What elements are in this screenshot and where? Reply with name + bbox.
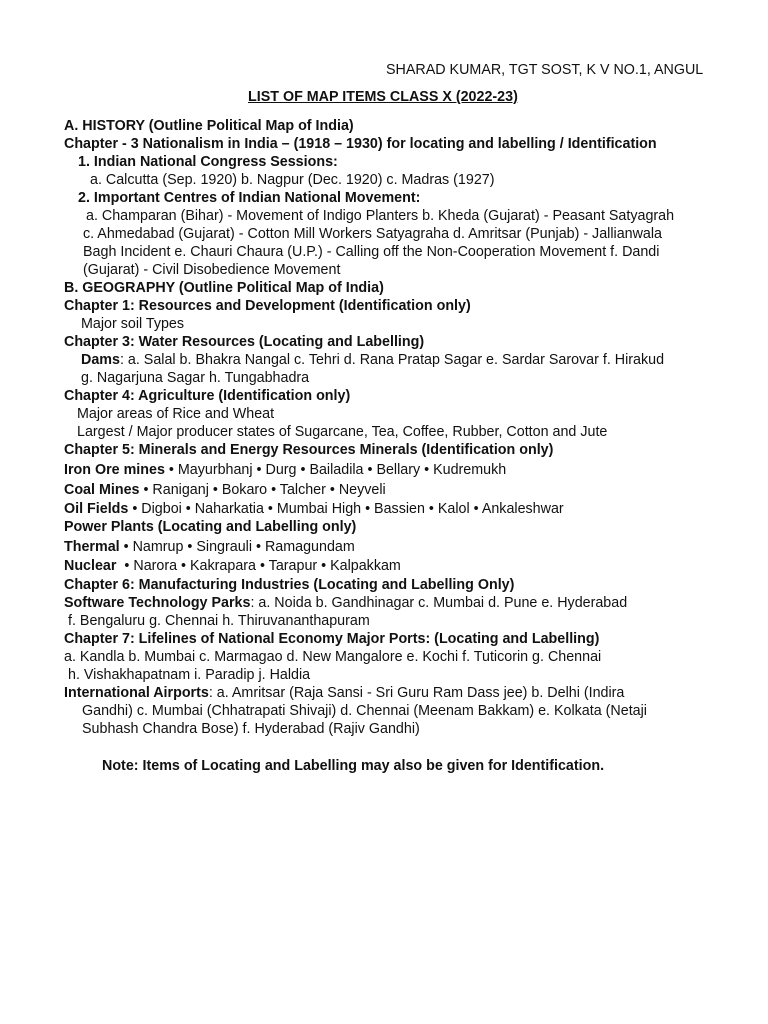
movement-centres-line: (Gujarat) - Civil Disobedience Movement	[83, 262, 341, 278]
chapter-1-item: Major soil Types	[81, 316, 185, 332]
coal-mines-items: • Raniganj • Bokaro • Talcher • Neyveli	[139, 482, 386, 498]
note: Note: Items of Locating and Labelling may also be given for Identification.	[102, 758, 605, 774]
congress-sessions-heading: 1. Indian National Congress Sessions:	[78, 154, 338, 170]
software-parks-line	[64, 594, 627, 612]
software-parks-line-2: f. Bengaluru g. Chennai h. Thiruvananthapuram	[68, 613, 370, 629]
chapter-1-heading: Chapter 1: Resources and Development (Identification only)	[64, 298, 471, 314]
dams-items: : a. Salal b. Bhakra Nangal c. Tehri d. Rana Pratap Sagar e. Sardar Sarovar f. Hirakud	[119, 352, 665, 368]
airports-line-2: Gandhi) c. Mumbai (Chhatrapati Shivaji) d. Chennai (Meenam Bakkam) e. Kolkata (Netaji	[82, 703, 647, 719]
coal-mines-label: Coal Mines	[64, 482, 140, 498]
oil-fields-line	[64, 500, 564, 518]
ports-line-2: h. Vishakhapatnam i. Paradip j. Haldia	[68, 667, 311, 683]
nuclear-label: Nuclear	[64, 558, 117, 574]
chapter-7-heading: Chapter 7: Lifelines of National Economy Major Ports: (Locating and Labelling)	[64, 631, 600, 647]
airports-items: : a. Amritsar (Raja Sansi - Sri Guru Ram Dass jee) b. Delhi (Indira	[208, 685, 625, 701]
movement-centres-line: a. Champaran (Bihar) - Movement of Indigo Planters b. Kheda (Gujarat) - Peasant Satyagrah	[86, 208, 675, 224]
software-parks-label: Software Technology Parks	[64, 595, 251, 611]
movement-centres-line: Bagh Incident e. Chauri Chaura (U.P.) - Calling off the Non-Cooperation Movement f. Dandi	[83, 244, 660, 260]
airports-label: International Airports	[64, 685, 209, 701]
chapter-4-item: Largest / Major producer states of Sugarcane, Tea, Coffee, Rubber, Cotton and Jute	[77, 424, 608, 440]
airports-line	[64, 684, 624, 702]
history-heading: A. HISTORY (Outline Political Map of India)	[64, 118, 354, 134]
chapter-4-item: Major areas of Rice and Wheat	[77, 406, 275, 422]
nuclear-line	[64, 557, 401, 575]
chapter-4-heading: Chapter 4: Agriculture (Identification only)	[64, 388, 351, 404]
dams-label: Dams	[81, 352, 120, 368]
thermal-line	[64, 538, 355, 556]
oil-fields-label: Oil Fields	[64, 501, 129, 517]
dams-line-2: g. Nagarjuna Sagar h. Tungabhadra	[81, 370, 310, 386]
geography-heading: B. GEOGRAPHY (Outline Political Map of India)	[64, 280, 384, 296]
thermal-label: Thermal	[64, 539, 120, 555]
iron-ore-label: Iron Ore mines	[64, 462, 165, 478]
nuclear-items: • Narora • Kakrapara • Tarapur • Kalpakkam	[116, 558, 401, 574]
movement-centres-line: c. Ahmedabad (Gujarat) - Cotton Mill Workers Satyagraha d. Amritsar (Punjab) - Jallianwala	[83, 226, 662, 242]
coal-mines-line	[64, 481, 386, 499]
dams-line	[81, 351, 664, 369]
power-plants-heading: Power Plants (Locating and Labelling only)	[64, 519, 357, 535]
document-title: LIST OF MAP ITEMS CLASS X (2022-23)	[248, 89, 518, 105]
iron-ore-items: • Mayurbhanj • Durg • Bailadila • Bellary • Kudremukh	[164, 462, 507, 478]
congress-sessions-items: a. Calcutta (Sep. 1920) b. Nagpur (Dec. 1920) c. Madras (1927)	[90, 172, 495, 188]
chapter-3-heading: Chapter 3: Water Resources (Locating and Labelling)	[64, 334, 425, 350]
chapter-6-heading: Chapter 6: Manufacturing Industries (Locating and Labelling Only)	[64, 577, 515, 593]
iron-ore-line	[64, 461, 506, 479]
oil-fields-items: • Digboi • Naharkatia • Mumbai High • Bassien • Kalol • Ankaleshwar	[128, 501, 564, 517]
author-line: SHARAD KUMAR, TGT SOST, K V NO.1, ANGUL	[386, 62, 704, 78]
ports-line: a. Kandla b. Mumbai c. Marmagao d. New Mangalore e. Kochi f. Tuticorin g. Chennai	[64, 649, 602, 665]
thermal-items: • Namrup • Singrauli • Ramagundam	[119, 539, 355, 555]
chapter-5-heading: Chapter 5: Minerals and Energy Resources Minerals (Identification only)	[64, 442, 554, 458]
history-chapter-3: Chapter - 3 Nationalism in India – (1918 – 1930) for locating and labelling / Identification	[64, 136, 657, 152]
movement-centres-heading: 2. Important Centres of Indian National Movement:	[78, 190, 421, 206]
software-parks-items: : a. Noida b. Gandhinagar c. Mumbai d. Pune e. Hyderabad	[250, 595, 628, 611]
airports-line-3: Subhash Chandra Bose) f. Hyderabad (Rajiv Gandhi)	[82, 721, 420, 737]
